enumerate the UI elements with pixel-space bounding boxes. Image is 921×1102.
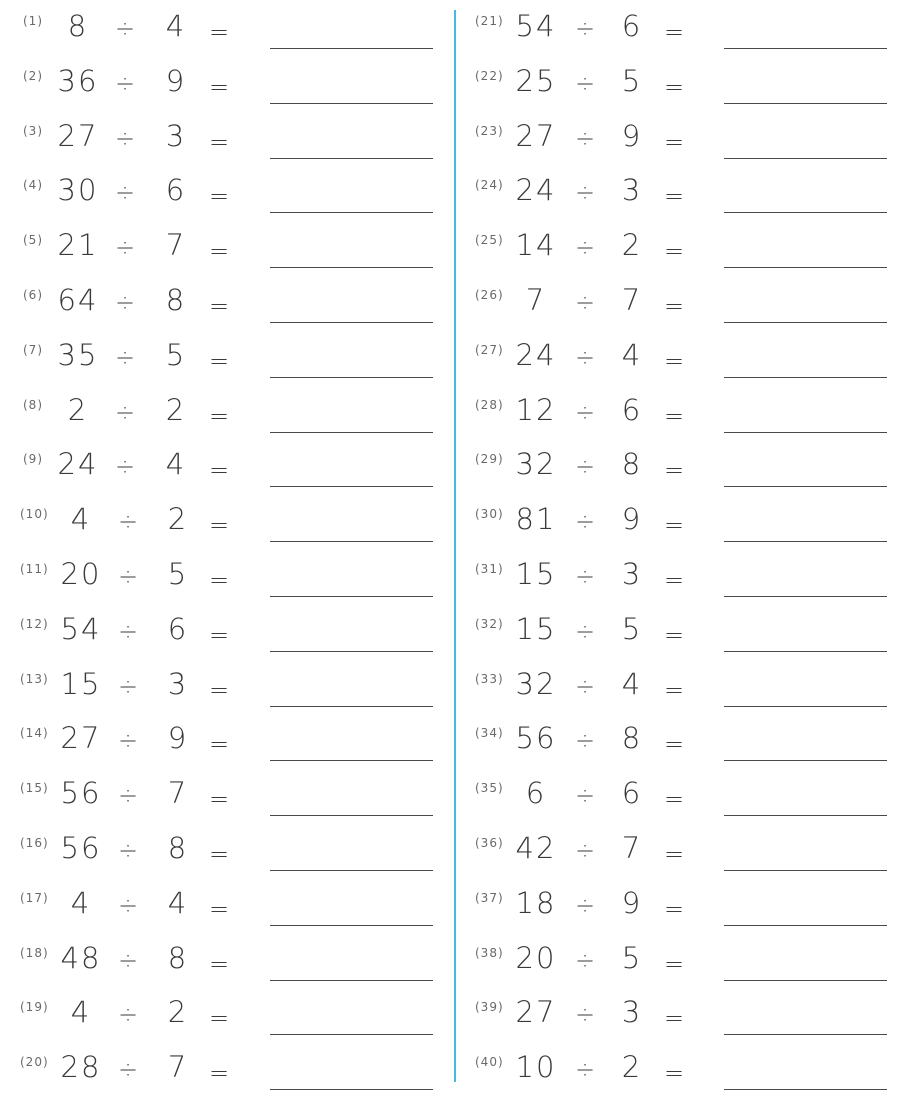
problem-row <box>455 116 905 171</box>
divide-sign: ÷ <box>574 233 598 262</box>
answer-blank[interactable] <box>270 377 433 378</box>
dividend: 24 <box>515 173 557 208</box>
problem-number: (29) <box>475 452 504 467</box>
right-problem-column <box>455 0 905 1094</box>
answer-blank[interactable] <box>724 267 887 268</box>
divisor: 6 <box>165 173 187 208</box>
divide-sign: ÷ <box>117 562 141 590</box>
divide-sign: ÷ <box>574 288 598 316</box>
answer-blank[interactable] <box>270 486 433 487</box>
equals-sign: = <box>663 840 687 868</box>
divide-sign: ÷ <box>117 671 141 700</box>
divide-sign: ÷ <box>574 781 598 810</box>
problem-number: (16) <box>20 836 49 850</box>
divide-sign: ÷ <box>114 14 138 42</box>
problem-number: (26) <box>475 288 504 302</box>
dividend: 64 <box>57 283 99 317</box>
answer-blank[interactable] <box>270 212 433 213</box>
problem-number: (20) <box>20 1055 49 1070</box>
dividend: 81 <box>515 502 557 537</box>
answer-blank[interactable] <box>724 925 887 926</box>
divide-sign: ÷ <box>117 1000 141 1029</box>
divisor: 8 <box>621 721 643 756</box>
divide-sign: ÷ <box>117 1055 141 1084</box>
divide-sign: ÷ <box>574 507 598 536</box>
divide-sign: ÷ <box>117 507 141 536</box>
dividend: 42 <box>515 831 557 865</box>
dividend: 21 <box>57 228 99 263</box>
problem-row <box>0 225 450 280</box>
dividend: 14 <box>515 228 557 263</box>
answer-blank[interactable] <box>724 48 887 49</box>
divisor: 6 <box>621 392 643 427</box>
answer-blank[interactable] <box>724 541 887 542</box>
divide-sign: ÷ <box>574 1055 598 1084</box>
problem-row <box>0 883 450 938</box>
problem-row <box>0 938 450 993</box>
problem-number: (21) <box>475 14 504 28</box>
problem-row <box>455 499 905 554</box>
divide-sign: ÷ <box>114 123 138 152</box>
equals-sign: = <box>663 237 687 266</box>
problem-row <box>455 554 905 609</box>
problem-row <box>455 992 905 1047</box>
left-problem-column <box>0 0 450 1094</box>
problem-number: (13) <box>20 671 49 686</box>
answer-blank[interactable] <box>270 48 433 49</box>
equals-sign: = <box>663 620 687 649</box>
answer-blank[interactable] <box>270 432 433 433</box>
divide-sign: ÷ <box>114 233 138 262</box>
divide-sign: ÷ <box>574 397 598 426</box>
answer-blank[interactable] <box>270 322 433 323</box>
equals-sign: = <box>663 675 687 704</box>
divide-sign: ÷ <box>574 1000 598 1029</box>
answer-blank[interactable] <box>724 322 887 323</box>
equals-sign: = <box>208 292 232 320</box>
problem-row <box>0 773 450 828</box>
answer-blank[interactable] <box>724 706 887 707</box>
problem-row <box>455 280 905 335</box>
equals-sign: = <box>663 182 687 211</box>
divide-sign: ÷ <box>574 14 598 42</box>
equals-sign: = <box>208 620 232 649</box>
problem-row <box>455 225 905 280</box>
divisor: 7 <box>167 776 189 811</box>
divide-sign: ÷ <box>117 726 141 755</box>
problem-row <box>0 828 450 883</box>
problem-number: (9) <box>23 452 43 467</box>
dividend: 27 <box>515 118 557 153</box>
equals-sign: = <box>663 401 687 430</box>
equals-sign: = <box>208 1004 232 1033</box>
problem-row <box>455 444 905 499</box>
problem-row <box>455 170 905 225</box>
equals-sign: = <box>663 730 687 759</box>
problem-number: (25) <box>475 233 504 248</box>
problem-row <box>0 444 450 499</box>
dividend: 4 <box>70 885 92 920</box>
dividend: 36 <box>57 63 99 98</box>
problem-number: (35) <box>475 781 504 796</box>
divisor: 7 <box>621 831 643 865</box>
answer-blank[interactable] <box>270 158 433 159</box>
answer-blank[interactable] <box>724 980 887 981</box>
problem-number: (38) <box>475 945 504 960</box>
equals-sign: = <box>663 72 687 101</box>
dividend: 24 <box>57 447 99 482</box>
answer-blank[interactable] <box>724 651 887 652</box>
dividend: 24 <box>515 337 557 372</box>
divisor: 2 <box>167 995 189 1030</box>
problem-number: (10) <box>20 507 49 522</box>
problem-row <box>0 499 450 554</box>
divide-sign: ÷ <box>574 836 598 864</box>
equals-sign: = <box>208 127 232 156</box>
answer-blank[interactable] <box>270 596 433 597</box>
equals-sign: = <box>208 949 232 978</box>
problem-number: (33) <box>475 671 504 686</box>
dividend: 15 <box>60 666 102 701</box>
divisor: 5 <box>165 337 187 372</box>
problem-row <box>0 718 450 773</box>
problem-number: (17) <box>20 890 49 905</box>
divide-sign: ÷ <box>117 781 141 810</box>
divide-sign: ÷ <box>574 562 598 590</box>
divisor: 5 <box>621 940 643 975</box>
divide-sign: ÷ <box>117 890 141 919</box>
divide-sign: ÷ <box>114 68 138 97</box>
problem-number: (8) <box>23 397 43 412</box>
dividend: 20 <box>60 557 102 591</box>
equals-sign: = <box>208 730 232 759</box>
problem-row <box>0 61 450 116</box>
equals-sign: = <box>663 346 687 375</box>
dividend: 27 <box>60 721 102 756</box>
problem-number: (7) <box>23 342 43 357</box>
problem-row <box>455 61 905 116</box>
divide-sign: ÷ <box>574 452 598 481</box>
problem-number: (30) <box>475 507 504 522</box>
equals-sign: = <box>663 511 687 540</box>
dividend: 56 <box>60 776 102 811</box>
answer-blank[interactable] <box>270 870 433 871</box>
divisor: 6 <box>621 9 643 43</box>
dividend: 8 <box>67 9 89 43</box>
answer-blank[interactable] <box>270 103 433 104</box>
equals-sign: = <box>663 566 687 594</box>
equals-sign: = <box>208 346 232 375</box>
answer-blank[interactable] <box>270 980 433 981</box>
dividend: 20 <box>515 940 557 975</box>
answer-blank[interactable] <box>724 377 887 378</box>
equals-sign: = <box>208 785 232 814</box>
answer-blank[interactable] <box>724 870 887 871</box>
dividend: 32 <box>515 666 557 701</box>
dividend: 28 <box>60 1050 102 1085</box>
dividend: 56 <box>515 721 557 756</box>
problem-row <box>455 718 905 773</box>
divisor: 4 <box>621 666 643 701</box>
divisor: 4 <box>165 9 187 43</box>
divisor: 4 <box>167 885 189 920</box>
answer-blank[interactable] <box>270 541 433 542</box>
equals-sign: = <box>663 18 687 46</box>
equals-sign: = <box>663 127 687 156</box>
equals-sign: = <box>208 840 232 868</box>
answer-blank[interactable] <box>724 103 887 104</box>
problem-row <box>0 280 450 335</box>
problem-row <box>0 6 450 61</box>
problem-number: (23) <box>475 123 504 138</box>
divide-sign: ÷ <box>574 342 598 371</box>
divide-sign: ÷ <box>574 890 598 919</box>
divisor: 6 <box>167 611 189 646</box>
equals-sign: = <box>208 566 232 594</box>
equals-sign: = <box>663 1004 687 1033</box>
answer-blank[interactable] <box>270 651 433 652</box>
divisor: 5 <box>167 557 189 591</box>
equals-sign: = <box>208 18 232 46</box>
divide-sign: ÷ <box>117 945 141 974</box>
divisor: 4 <box>165 447 187 482</box>
dividend: 48 <box>60 940 102 975</box>
problem-number: (12) <box>20 616 49 631</box>
dividend: 15 <box>515 611 557 646</box>
divisor: 3 <box>165 118 187 153</box>
equals-sign: = <box>663 456 687 485</box>
problem-row <box>455 938 905 993</box>
divide-sign: ÷ <box>574 671 598 700</box>
dividend: 35 <box>57 337 99 372</box>
dividend: 56 <box>60 831 102 865</box>
answer-blank[interactable] <box>270 760 433 761</box>
equals-sign: = <box>208 511 232 540</box>
problem-number: (40) <box>475 1055 504 1070</box>
problem-number: (4) <box>23 178 43 193</box>
divide-sign: ÷ <box>114 342 138 371</box>
problem-number: (3) <box>23 123 43 138</box>
answer-blank[interactable] <box>724 596 887 597</box>
problem-number: (14) <box>20 726 49 741</box>
dividend: 6 <box>525 776 547 811</box>
problem-row <box>0 554 450 609</box>
answer-blank[interactable] <box>724 815 887 816</box>
problem-row <box>0 390 450 445</box>
answer-blank[interactable] <box>270 706 433 707</box>
divisor: 5 <box>621 63 643 98</box>
answer-blank[interactable] <box>724 1089 887 1090</box>
divisor: 2 <box>621 228 643 263</box>
divisor: 7 <box>167 1050 189 1085</box>
divisor: 4 <box>621 337 643 372</box>
divisor: 3 <box>621 995 643 1030</box>
dividend: 2 <box>67 392 89 427</box>
equals-sign: = <box>208 237 232 266</box>
answer-blank[interactable] <box>270 267 433 268</box>
divide-sign: ÷ <box>114 452 138 481</box>
answer-blank[interactable] <box>270 1089 433 1090</box>
divisor: 9 <box>165 63 187 98</box>
divisor: 5 <box>621 611 643 646</box>
problem-row <box>455 6 905 61</box>
equals-sign: = <box>663 1059 687 1088</box>
dividend: 54 <box>515 9 557 43</box>
equals-sign: = <box>208 182 232 211</box>
dividend: 30 <box>57 173 99 208</box>
divide-sign: ÷ <box>114 178 138 207</box>
equals-sign: = <box>663 785 687 814</box>
answer-blank[interactable] <box>270 815 433 816</box>
divisor: 3 <box>167 666 189 701</box>
problem-row <box>0 992 450 1047</box>
divisor: 9 <box>621 502 643 537</box>
divisor: 8 <box>165 283 187 317</box>
equals-sign: = <box>208 456 232 485</box>
divide-sign: ÷ <box>574 726 598 755</box>
problem-number: (6) <box>23 288 43 302</box>
divide-sign: ÷ <box>574 616 598 645</box>
dividend: 54 <box>60 611 102 646</box>
equals-sign: = <box>208 401 232 430</box>
problem-row <box>0 170 450 225</box>
divide-sign: ÷ <box>574 178 598 207</box>
problem-number: (27) <box>475 342 504 357</box>
problem-number: (36) <box>475 836 504 850</box>
problem-number: (39) <box>475 1000 504 1015</box>
dividend: 32 <box>515 447 557 482</box>
problem-number: (22) <box>475 68 504 83</box>
divide-sign: ÷ <box>114 288 138 316</box>
divisor: 9 <box>621 118 643 153</box>
divisor: 8 <box>167 940 189 975</box>
equals-sign: = <box>208 1059 232 1088</box>
problem-number: (11) <box>20 562 49 576</box>
dividend: 12 <box>515 392 557 427</box>
answer-blank[interactable] <box>724 760 887 761</box>
divisor: 2 <box>167 502 189 537</box>
equals-sign: = <box>663 292 687 320</box>
dividend: 15 <box>515 557 557 591</box>
equals-sign: = <box>208 675 232 704</box>
divisor: 7 <box>621 283 643 317</box>
divisor: 2 <box>165 392 187 427</box>
equals-sign: = <box>663 894 687 923</box>
problem-number: (1) <box>23 14 43 28</box>
divisor: 6 <box>621 776 643 811</box>
dividend: 18 <box>515 885 557 920</box>
divide-sign: ÷ <box>117 616 141 645</box>
answer-blank[interactable] <box>724 486 887 487</box>
divisor: 3 <box>621 557 643 591</box>
divisor: 8 <box>621 447 643 482</box>
dividend: 4 <box>70 995 92 1030</box>
problem-row <box>0 664 450 719</box>
divisor: 9 <box>167 721 189 756</box>
problem-row <box>0 609 450 664</box>
dividend: 25 <box>515 63 557 98</box>
dividend: 7 <box>525 283 547 317</box>
divisor: 3 <box>621 173 643 208</box>
problem-row <box>455 335 905 390</box>
dividend: 10 <box>515 1050 557 1085</box>
problem-row <box>0 116 450 171</box>
problem-number: (15) <box>20 781 49 796</box>
problem-number: (24) <box>475 178 504 193</box>
divisor: 8 <box>167 831 189 865</box>
divide-sign: ÷ <box>114 397 138 426</box>
answer-blank[interactable] <box>270 925 433 926</box>
answer-blank[interactable] <box>724 158 887 159</box>
equals-sign: = <box>663 949 687 978</box>
divide-sign: ÷ <box>574 945 598 974</box>
dividend: 4 <box>70 502 92 537</box>
problem-number: (5) <box>23 233 43 248</box>
problem-row <box>455 828 905 883</box>
divisor: 7 <box>165 228 187 263</box>
problem-number: (34) <box>475 726 504 741</box>
problem-row <box>455 390 905 445</box>
problem-number: (37) <box>475 890 504 905</box>
problem-number: (31) <box>475 562 504 576</box>
dividend: 27 <box>515 995 557 1030</box>
problem-row <box>455 773 905 828</box>
answer-blank[interactable] <box>724 212 887 213</box>
answer-blank[interactable] <box>724 432 887 433</box>
divide-sign: ÷ <box>117 836 141 864</box>
problem-row <box>455 883 905 938</box>
divide-sign: ÷ <box>574 123 598 152</box>
problem-number: (18) <box>20 945 49 960</box>
problem-row <box>455 609 905 664</box>
answer-blank[interactable] <box>724 1034 887 1035</box>
problem-number: (2) <box>23 68 43 83</box>
problem-number: (28) <box>475 397 504 412</box>
divide-sign: ÷ <box>574 68 598 97</box>
divisor: 9 <box>621 885 643 920</box>
equals-sign: = <box>208 894 232 923</box>
problem-row <box>0 335 450 390</box>
dividend: 27 <box>57 118 99 153</box>
answer-blank[interactable] <box>270 1034 433 1035</box>
problem-number: (32) <box>475 616 504 631</box>
equals-sign: = <box>208 72 232 101</box>
divisor: 2 <box>621 1050 643 1085</box>
problem-row <box>455 664 905 719</box>
problem-number: (19) <box>20 1000 49 1015</box>
